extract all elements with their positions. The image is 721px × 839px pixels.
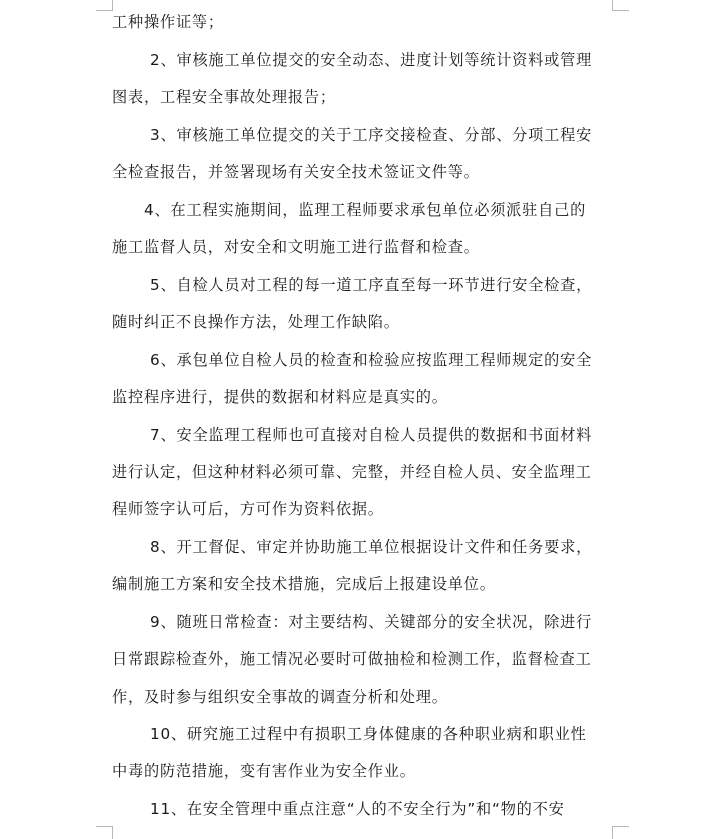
text-line: 作，及时参与组织安全事故的调查分析和处理。 (112, 688, 448, 706)
text-line: 施工监督人员，对安全和文明施工进行监督和检查。 (112, 238, 480, 256)
text-line: 图表，工程安全事故处理报告； (112, 88, 336, 106)
text-line: 2、审核施工单位提交的安全动态、进度计划等统计资料或管理 (150, 51, 593, 69)
text-line: 编制施工方案和安全技术措施，完成后上报建设单位。 (112, 575, 496, 593)
text-line: 8、开工督促、审定并协助施工单位根据设计文件和任务要求， (150, 538, 593, 556)
text-line: 11、在安全管理中重点注意“人的不安全行为”和“物的不安 (150, 800, 565, 818)
text-line: 日常跟踪检查外，施工情况必要时可做抽检和检测工作，监督检查工 (112, 650, 592, 668)
text-line: 5、自检人员对工程的每一道工序直至每一环节进行安全检查， (150, 276, 593, 294)
text-line: 中毒的防范措施，变有害作业为安全作业。 (112, 762, 416, 780)
text-line: 9、随班日常检查：对主要结构、关键部分的安全状况，除进行 (150, 613, 593, 631)
text-line: 随时纠正不良操作方法，处理工作缺陷。 (112, 313, 400, 331)
text-line: 3、审核施工单位提交的关于工序交接检查、分部、分项工程安 (150, 126, 593, 144)
text-line: 6、承包单位自检人员的检查和检验应按监理工程师规定的安全 (150, 351, 593, 369)
text-line: 4、在工程实施期间，监理工程师要求承包单位必须派驻自己的 (144, 201, 587, 219)
text-line: 10、研究施工过程中有损职工身体健康的各种职业病和职业性 (150, 725, 587, 743)
margin-corner-bottom-right (612, 826, 629, 839)
text-line: 工种操作证等； (112, 13, 224, 31)
text-line: 7、安全监理工程师也可直接对自检人员提供的数据和书面材料 (150, 426, 593, 444)
text-line: 程师签字认可后，方可作为资料依据。 (112, 500, 384, 518)
text-line: 监控程序进行，提供的数据和材料应是真实的。 (112, 388, 448, 406)
text-line: 进行认定，但这种材料必须可靠、完整，并经自检人员、安全监理工 (112, 463, 592, 481)
text-line: 全检查报告，并签署现场有关安全技术签证文件等。 (112, 163, 480, 181)
margin-corner-top-right (612, 0, 629, 11)
margin-corner-bottom-left (96, 826, 113, 839)
margin-corner-top-left (96, 0, 113, 11)
